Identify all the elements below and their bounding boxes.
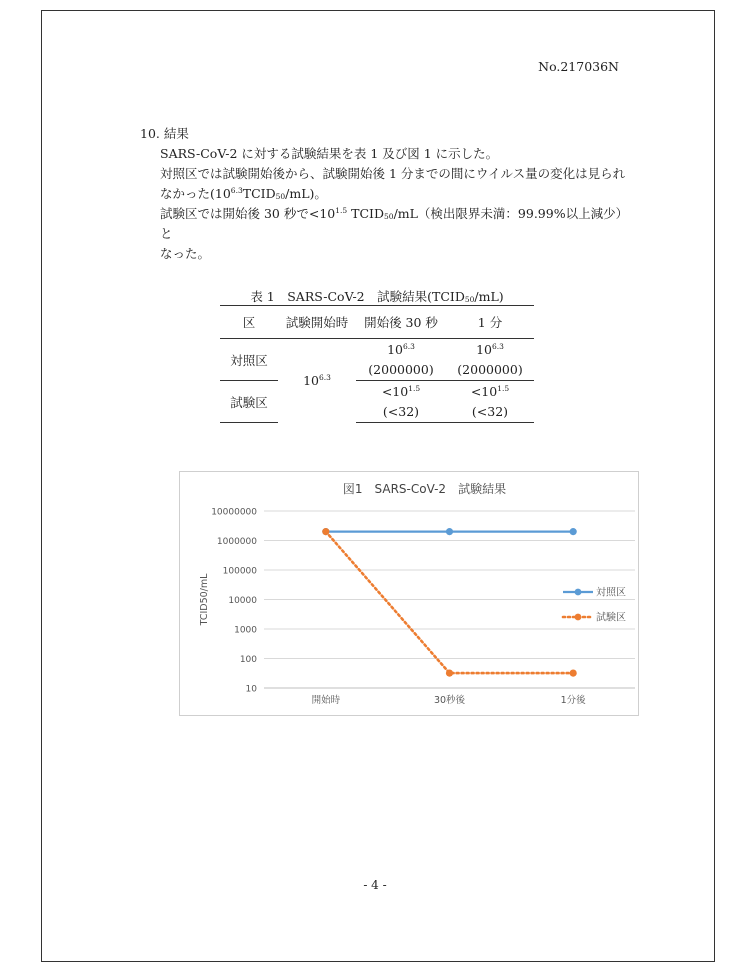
y-tick-label: 10000 xyxy=(228,596,257,606)
legend-label: 試験区 xyxy=(596,612,626,624)
page-number: - 4 - xyxy=(363,878,387,892)
x-tick-label: 1分後 xyxy=(560,695,586,706)
table-cell: $10^{6.3}$ (2000000) xyxy=(356,339,446,381)
section-heading: 10. 結果 xyxy=(140,126,189,141)
data-point xyxy=(446,669,453,676)
y-tick-label: 100 xyxy=(239,655,257,665)
text-line: なかった$(10^{6.3}TCID_{50}/mL)$。 xyxy=(160,186,327,201)
text-line: SARS-CoV-2 に対する試験結果を表 1 及び図 1 に示した。 xyxy=(160,146,499,161)
x-tick-label: 開始時 xyxy=(311,695,341,706)
y-axis-label: TCID50/mL xyxy=(199,573,210,626)
text-line: なった。 xyxy=(160,246,211,261)
table-row xyxy=(220,381,534,423)
document-number: No.217036N xyxy=(538,59,619,74)
start-value-cell: $10^{6.3}$ xyxy=(303,373,331,389)
y-tick-label: 100000 xyxy=(222,566,257,577)
results-section xyxy=(140,124,640,264)
chart-title: 図1 SARS-CoV-2 試験結果 xyxy=(342,482,507,496)
x-tick-label: 30秒後 xyxy=(433,695,466,706)
table-caption: 表 1 SARS-CoV-2 試験結果$(TCID_{50}/mL)$ xyxy=(250,289,504,304)
table-header-row xyxy=(220,306,534,339)
y-tick-label: 1000000 xyxy=(216,537,257,547)
text-line: 試験区では開始後 30 秒で$<10^{1.5}$ $TCID_{50}/mL$（検出限界未満：99.99%以上減少）と xyxy=(160,206,629,241)
text-line: 対照区では試験開始後から、試験開始後 1 分までの間にウイルス量の変化は見られ xyxy=(160,166,626,181)
results-table xyxy=(220,305,534,423)
legend-label: 対照区 xyxy=(596,587,626,599)
y-tick-label: 1000 xyxy=(234,625,257,636)
table-header-cell: 1 分 xyxy=(446,306,534,339)
table-row-label: 対照区 xyxy=(220,339,278,381)
chart-container xyxy=(179,471,639,716)
y-tick-label: 10000000 xyxy=(211,507,257,518)
legend-swatch-marker xyxy=(575,614,582,621)
data-point xyxy=(570,669,577,676)
table-row xyxy=(220,339,534,381)
table-header-cell: 開始後 30 秒 xyxy=(356,306,446,339)
results-paragraph xyxy=(160,144,640,264)
table-cell: $<10^{1.5}$ (<32) xyxy=(446,381,534,423)
table-header-cell: 試験開始時 xyxy=(278,306,356,339)
data-point xyxy=(446,528,453,535)
legend-swatch-marker xyxy=(575,589,582,596)
series-line xyxy=(326,532,573,673)
y-tick-label: 10 xyxy=(245,684,257,695)
data-point xyxy=(322,528,329,535)
data-point xyxy=(570,528,577,535)
table-row-label: 試験区 xyxy=(220,381,278,423)
table-cell: $<10^{1.5}$ (<32) xyxy=(356,381,446,423)
table-cell: $10^{6.3}$ (2000000) xyxy=(446,339,534,381)
table-header-cell: 区 xyxy=(220,306,278,339)
line-chart xyxy=(180,472,638,715)
